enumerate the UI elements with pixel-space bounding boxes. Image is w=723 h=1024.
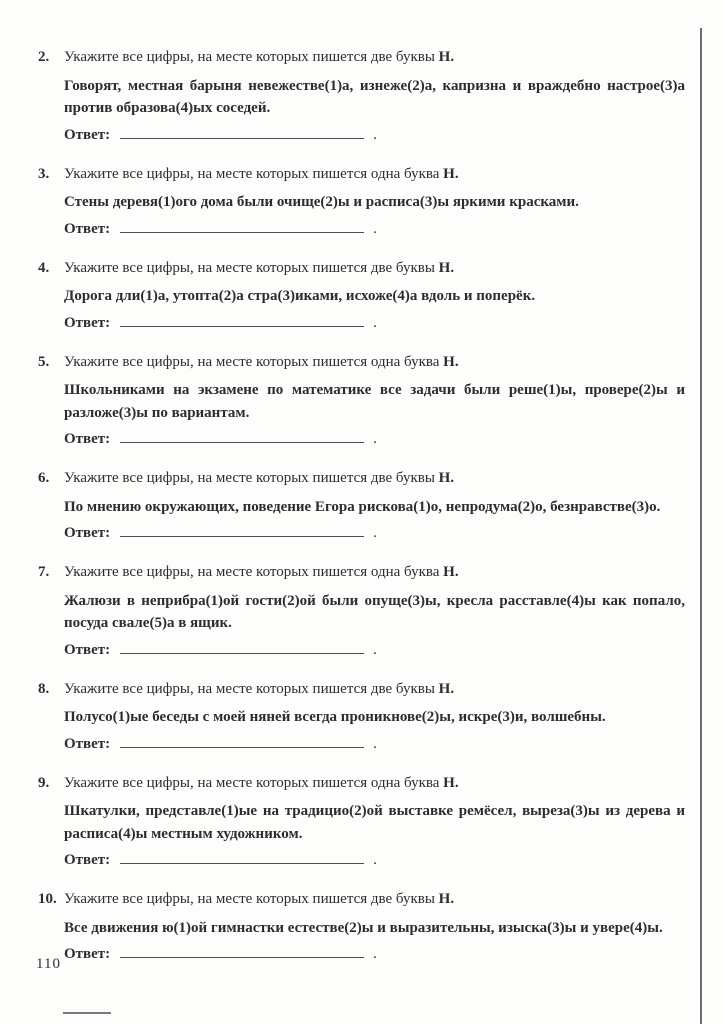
answer-row (64, 312, 685, 334)
scan-artifact-mark (63, 1012, 111, 1014)
task-prompt (64, 772, 685, 795)
task-prompt-text: Укажите все цифры, на месте которых пишется две буквы (64, 680, 435, 697)
task-prompt (64, 351, 685, 374)
task-prompt (64, 46, 685, 69)
answer-label: Ответ: (64, 852, 111, 868)
answer-period: . (373, 431, 377, 447)
task-head (38, 772, 685, 795)
answer-label: Ответ: (64, 641, 111, 658)
answer-label: Ответ: (64, 735, 111, 752)
task-number: 6. (38, 470, 50, 486)
answer-blank-line (120, 430, 364, 443)
answer-period: . (373, 525, 377, 541)
task-prompt (64, 467, 685, 490)
task-head (38, 163, 685, 186)
answer-period: . (373, 126, 377, 143)
answer-blank-line (120, 851, 364, 864)
answer-blank-line (120, 220, 364, 233)
task-item (38, 257, 685, 334)
task-head (38, 46, 685, 69)
answer-blank-line (120, 314, 364, 327)
answer-label: Ответ: (64, 220, 111, 237)
answer-row (64, 124, 685, 146)
answer-period: . (373, 314, 377, 331)
task-number: 9. (38, 774, 50, 791)
task-item (38, 467, 685, 544)
answer-row (64, 218, 685, 240)
answer-period: . (373, 735, 377, 752)
letter-n: Н. (443, 353, 459, 370)
task-number: 8. (38, 680, 50, 697)
task-sentence: Говорят, местная барыня невежестве(1)а, изнеже(2)а, капризна и враждебно настрое(3)а против образова(4)ых соседей. (64, 77, 685, 116)
answer-row (64, 522, 685, 544)
task-number: 4. (38, 259, 50, 276)
letter-n: Н. (438, 891, 455, 907)
answer-blank-line (120, 524, 364, 537)
answer-period: . (373, 641, 377, 658)
answer-blank-line (120, 735, 364, 748)
letter-n: Н. (443, 564, 459, 580)
letter-n: Н. (438, 680, 455, 697)
task-prompt-text: Укажите все цифры, на месте которых пишется две буквы (64, 470, 435, 486)
letter-n: Н. (438, 259, 455, 276)
task-prompt-text: Укажите все цифры, на месте которых пишется две буквы (64, 891, 435, 907)
task-prompt-text: Укажите все цифры, на месте которых пишется две буквы (64, 259, 435, 276)
task-prompt (64, 678, 685, 701)
task-sentence: Жалюзи в неприбра(1)ой гости(2)ой были опуще(3)ы, кресла расставле(4)ы как попало, посуда свале(5)а в ящик. (64, 592, 685, 631)
task-item (38, 888, 685, 965)
task-prompt (64, 257, 685, 280)
task-sentence: Шкатулки, представле(1)ые на традицио(2)ой выставке ремёсел, выреза(3)ы из дерева и расписа(4)ы местным художником. (64, 803, 685, 842)
answer-blank-line (120, 641, 364, 654)
answer-label: Ответ: (64, 431, 111, 447)
task-head (38, 467, 685, 490)
scan-border-line (700, 28, 702, 1024)
task-prompt-text: Укажите все цифры, на месте которых пишется одна буква (64, 774, 440, 791)
answer-label: Ответ: (64, 314, 111, 331)
task-number: 3. (38, 165, 50, 182)
answer-row (64, 733, 685, 755)
task-item (38, 351, 685, 451)
task-item (38, 678, 685, 755)
task-item (38, 46, 685, 146)
task-number: 2. (38, 49, 50, 65)
task-prompt-text: Укажите все цифры, на месте которых пишется одна буква (64, 165, 440, 182)
task-number: 5. (38, 353, 50, 370)
answer-row (64, 428, 685, 450)
task-number: 10. (38, 891, 57, 907)
answer-label: Ответ: (64, 525, 111, 541)
task-sentence: Стены деревя(1)ого дома были очище(2)ы и расписа(3)ы яркими красками. (64, 194, 579, 210)
task-head (38, 888, 685, 911)
task-sentence: Все движения ю(1)ой гимнастки естестве(2)ы и выразительны, изыска(3)ы и увере(4)ы. (64, 919, 663, 936)
task-prompt (64, 163, 685, 186)
letter-n: Н. (438, 49, 455, 65)
task-head (38, 561, 685, 584)
task-head (38, 257, 685, 280)
task-prompt (64, 561, 685, 584)
letter-n: Н. (438, 470, 455, 486)
task-head (38, 351, 685, 374)
task-prompt-text: Укажите все цифры, на месте которых пишется одна буква (64, 353, 440, 370)
answer-row (64, 943, 685, 965)
task-item (38, 561, 685, 661)
task-prompt-text: Укажите все цифры, на месте которых пишется две буквы (64, 49, 435, 65)
answer-row (64, 639, 685, 661)
task-sentence: Полусо(1)ые беседы с моей няней всегда проникнове(2)ы, искре(3)и, волшебны. (64, 709, 606, 725)
answer-period: . (373, 220, 377, 237)
task-sentence: Школьниками на экзамене по математике все задачи были реше(1)ы, провере(2)ы и разложе(3)ы по вариантам. (64, 382, 685, 421)
task-item (38, 772, 685, 872)
task-sentence: Дорога дли(1)а, утопта(2)а стра(3)иками, исхоже(4)а вдоль и поперёк. (64, 288, 536, 304)
task-item (38, 163, 685, 240)
letter-n: Н. (443, 774, 459, 791)
answer-label: Ответ: (64, 946, 111, 962)
answer-row (64, 849, 685, 871)
task-prompt (64, 888, 685, 911)
answer-label: Ответ: (64, 126, 111, 143)
task-prompt-text: Укажите все цифры, на месте которых пишется одна буква (64, 564, 440, 580)
task-number: 7. (38, 564, 50, 580)
answer-period: . (373, 946, 377, 962)
answer-blank-line (120, 126, 364, 139)
letter-n: Н. (443, 165, 459, 182)
answer-period: . (373, 852, 377, 868)
task-sentence: По мнению окружающих, поведение Егора рискова(1)о, непродума(2)о, безнравстве(3)о. (64, 498, 661, 515)
page-number: 110 (36, 956, 61, 972)
task-head (38, 678, 685, 701)
answer-blank-line (120, 945, 364, 958)
